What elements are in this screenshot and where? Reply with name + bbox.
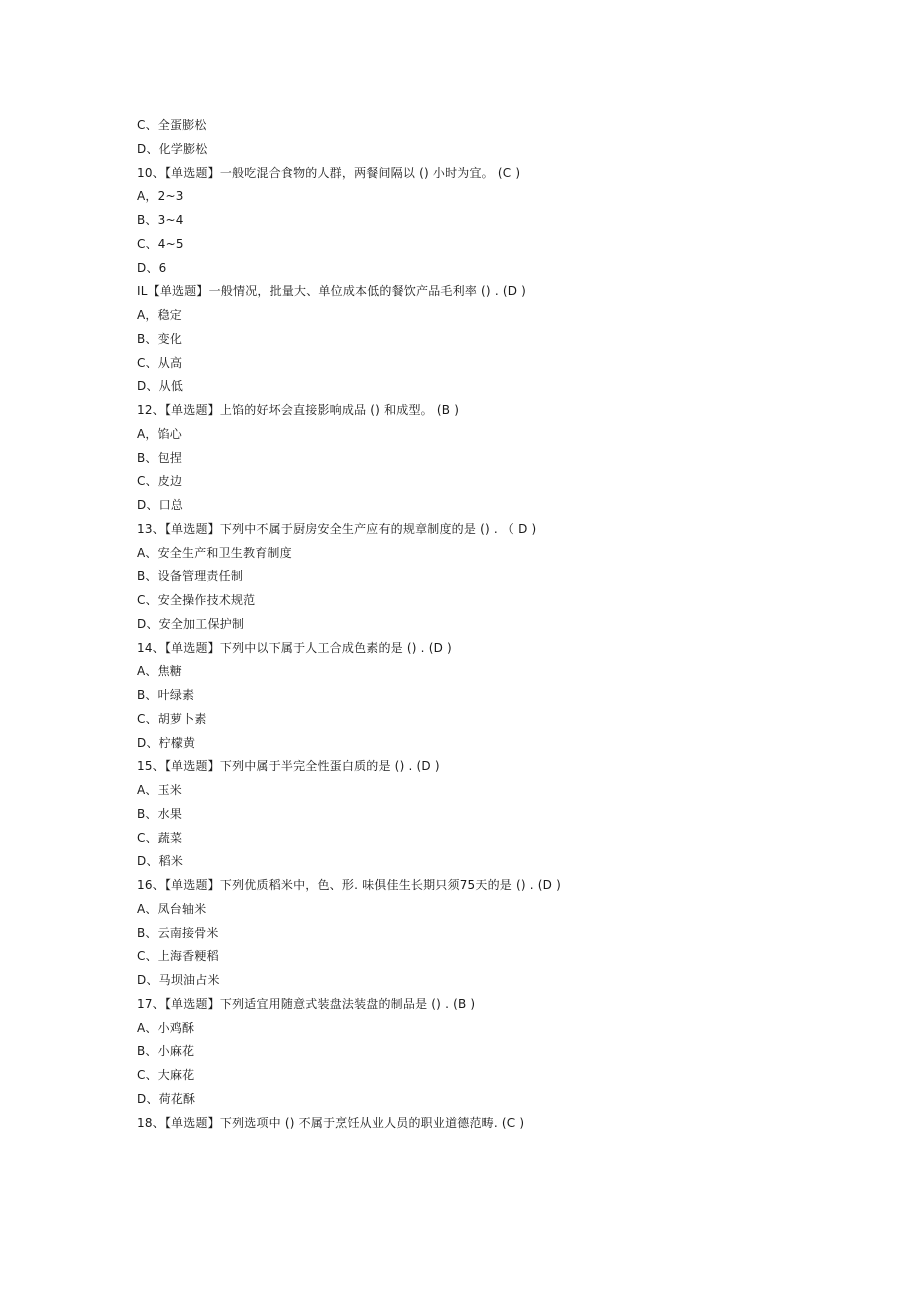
option-a: A，馅心 xyxy=(137,426,183,441)
option-b: B、变化 xyxy=(137,331,183,346)
question-12: 12、【单选题】上馅的好坏会直接影响成品 () 和成型。 (B ) xyxy=(137,403,460,417)
option-c: C、胡萝卜素 xyxy=(137,711,207,726)
option-c: C、蔬菜 xyxy=(137,830,183,845)
option-d: D、马坝油占米 xyxy=(137,973,220,987)
question-18: 18、【单选题】下列选项中 () 不属于烹饪从业人员的职业道德范畴. (C ) xyxy=(137,1115,525,1130)
option-a: A、焦糖 xyxy=(137,664,183,679)
option-d: D、荷花酥 xyxy=(137,1091,196,1106)
question-10: 10、【单选题】一般吃混合食物的人群，两餐间隔以 () 小时为宜。 (C ) xyxy=(137,165,521,180)
option-a: A、安全生产和卫生教育制度 xyxy=(137,545,292,560)
option-b: B、叶绿素 xyxy=(137,688,195,702)
option-b: B、3~4 xyxy=(137,213,184,227)
option-c: C、全蛋膨松 xyxy=(137,118,207,132)
option-b: B、水果 xyxy=(137,806,183,821)
question-11: IL【单选题】一般情况，批量大、单位成本低的餐饮产品毛利率 () . (D ) xyxy=(137,284,527,299)
question-16: 16、【单选题】下列优质稻米中，色、形. 味俱佳生长期只须75天的是 () . (D ) xyxy=(137,878,562,892)
question-14: 14、【单选题】下列中以下属于人工合成色素的是 () . (D ) xyxy=(137,640,452,655)
option-a: A、玉米 xyxy=(137,783,183,797)
option-a: A，稳定 xyxy=(137,308,183,322)
question-17: 17、【单选题】下列适宜用随意式装盘法装盘的制品是 () . (B ) xyxy=(137,996,476,1011)
question-13: 13、【单选题】下列中不属于厨房安全生产应有的规章制度的是 () . （ D ) xyxy=(137,521,537,536)
option-d: D、化学膨松 xyxy=(137,141,208,156)
option-b: B、包捏 xyxy=(137,450,183,465)
option-a: A、小鸡酥 xyxy=(137,1020,195,1035)
option-d: D、稻米 xyxy=(137,854,184,869)
option-d: D、柠檬黄 xyxy=(137,735,196,750)
option-b: B、小麻花 xyxy=(137,1044,195,1059)
option-a: A、凤台轴米 xyxy=(137,901,207,916)
option-d: D、6 xyxy=(137,260,167,275)
option-d: D、口总 xyxy=(137,498,184,512)
option-d: D、安全加工保护制 xyxy=(137,616,245,631)
option-c: C、安全操作技术规范 xyxy=(137,593,256,607)
question-list xyxy=(137,114,837,1135)
option-c: C、4~5 xyxy=(137,236,184,251)
option-c: C、从高 xyxy=(137,355,183,370)
question-15: 15、【单选题】下列中属于半完全性蛋白质的是 () . (D ) xyxy=(137,759,440,774)
option-b: B、设备管理责任制 xyxy=(137,569,244,584)
option-c: C、大麻花 xyxy=(137,1068,195,1082)
option-a: A，2~3 xyxy=(137,189,184,204)
option-c: C、上海香粳稻 xyxy=(137,949,219,964)
option-c: C、皮边 xyxy=(137,474,183,489)
option-d: D、从低 xyxy=(137,379,184,394)
option-b: B、云南接骨米 xyxy=(137,925,219,940)
